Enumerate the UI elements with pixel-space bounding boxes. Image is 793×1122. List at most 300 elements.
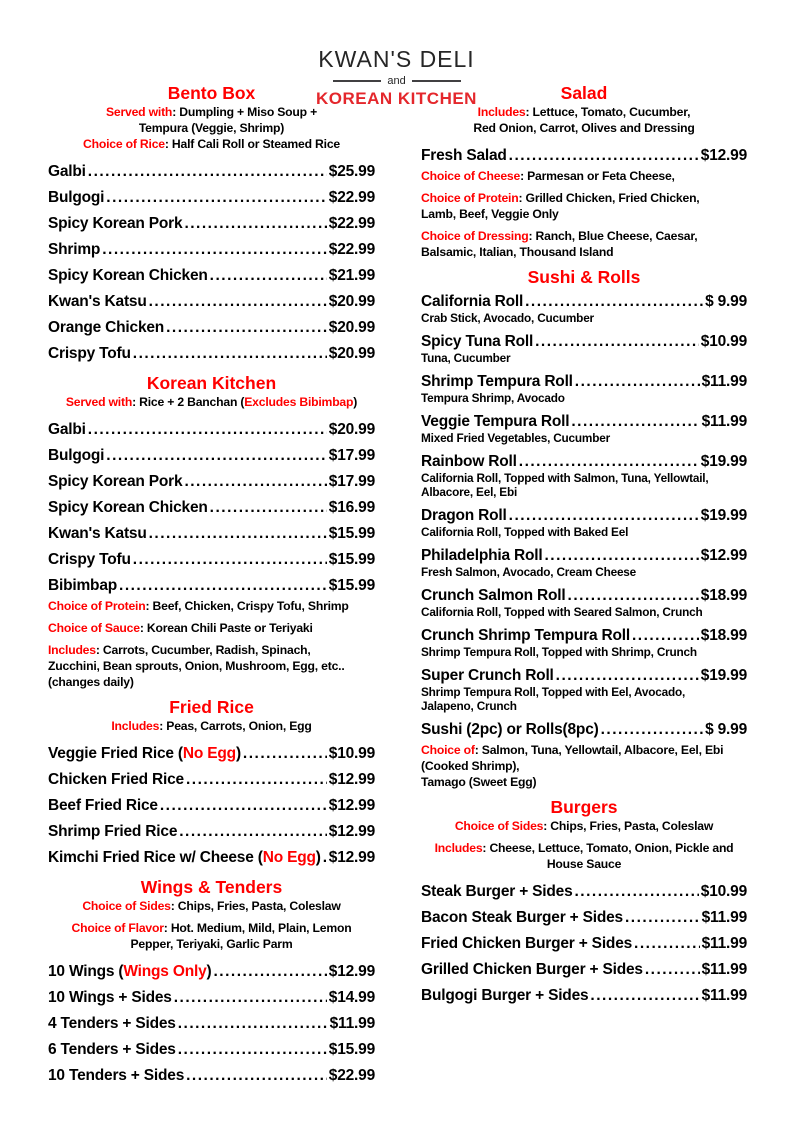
item-name-text: Bulgogi Burger + Sides (421, 986, 589, 1004)
item-name-text: Galbi (48, 420, 86, 438)
item-description (421, 431, 747, 445)
item-name-text: Dragon Roll (421, 506, 507, 524)
note-text: : Hot. Medium, Mild, Plain, Lemon (163, 921, 352, 935)
note-text: : Rice + 2 Banchan ( (132, 395, 245, 409)
item-name (421, 452, 517, 471)
item-price: $14.99 (328, 988, 375, 1006)
item-price: $15.99 (328, 1040, 375, 1058)
item-dots-leader (210, 498, 327, 517)
menu-item-orange-chicken (48, 314, 375, 340)
menu-item-10-wings-wings-only (48, 958, 375, 984)
item-dots-leader (535, 332, 699, 351)
menu-item-bacon-steak-burger-sides (421, 904, 747, 930)
item-dots-leader (88, 162, 327, 181)
menu-item-grilled-chicken-burger-sides (421, 956, 747, 982)
item-price: $20.99 (328, 344, 375, 362)
menu-item-spicy-korean-chicken (48, 494, 375, 520)
item-name (48, 292, 147, 311)
note-highlight: Choice of Protein (48, 599, 146, 613)
note-text: House Sauce (546, 857, 622, 871)
item-name-text: Steak Burger + Sides (421, 882, 573, 900)
item-dots-leader (323, 848, 327, 867)
item-name-text: Rainbow Roll (421, 452, 517, 470)
item-name (421, 372, 573, 391)
item-name (48, 796, 158, 815)
note-highlight: Choice of Sides (82, 899, 171, 913)
item-name (48, 988, 172, 1007)
menu-item-beef-fried-rice (48, 792, 375, 818)
item-name-text: California Roll (421, 292, 524, 310)
note-highlight: Choice of Cheese (421, 169, 521, 183)
note-highlight: Choice of (421, 743, 475, 757)
note-text: Zucchini, Bean sprouts, Onion, Mushroom, Egg, etc.. (48, 659, 345, 673)
menu-item-fried-chicken-burger-sides (421, 930, 747, 956)
item-name-text: 10 Tenders + Sides (48, 1066, 185, 1084)
note-text: : Half Cali Roll or Steamed Rice (164, 137, 340, 151)
section-title: Burgers (550, 797, 618, 817)
item-dots-leader (106, 446, 327, 465)
note-highlight: Served with (105, 105, 173, 119)
item-price: $12.99 (700, 546, 747, 564)
menu-item-kwan-s-katsu (48, 288, 375, 314)
menu-item-crispy-tofu (48, 340, 375, 366)
note-text: Lamb, Beef, Veggie Only (421, 207, 559, 221)
item-description (421, 391, 747, 405)
note-line (48, 920, 375, 936)
item-dots-leader (184, 472, 326, 491)
item-price: $22.99 (328, 1066, 375, 1084)
menu-item-shrimp (48, 236, 375, 262)
note-highlight: Includes (477, 105, 526, 119)
note-text: (Cooked Shrimp), (421, 759, 520, 773)
item-name-text: Kimchi Fried Rice w/ Cheese ( (48, 848, 263, 866)
item-name-text: ) (315, 848, 321, 866)
item-dots-leader (632, 626, 699, 645)
item-name (48, 1066, 184, 1085)
item-price: $11.99 (701, 908, 747, 926)
item-description (421, 471, 747, 499)
menu-item-kwan-s-katsu (48, 520, 375, 546)
item-description-line: California Roll, Topped with Baked Eel (421, 525, 629, 539)
item-name (48, 848, 321, 867)
item-name-text: Shrimp Tempura Roll (421, 372, 573, 390)
item-description-line: Fresh Salmon, Avocado, Cream Cheese (421, 565, 637, 579)
menu-item-bulgogi (48, 442, 375, 468)
note-text: : Lettuce, Tomato, Cucumber, (525, 105, 691, 119)
note-line (48, 674, 375, 690)
note-text: : Beef, Chicken, Crispy Tofu, Shrimp (145, 599, 349, 613)
section-title: Korean Kitchen (146, 373, 277, 393)
item-description-line: California Roll, Topped with Salmon, Tuna, Yellowtail, (421, 471, 709, 485)
item-name (421, 332, 533, 351)
note-text: : Ranch, Blue Cheese, Caesar, (528, 229, 698, 243)
item-name-highlight: No Egg (182, 744, 236, 762)
item-name (48, 550, 131, 569)
item-name (421, 666, 554, 685)
item-dots-leader (119, 576, 327, 595)
section-title: Bento Box (167, 83, 256, 103)
item-name (421, 146, 507, 165)
note-line (421, 104, 747, 120)
section-note (421, 104, 747, 136)
note-text: : Grilled Chicken, Fried Chicken, (518, 191, 700, 205)
note-highlight: Choice of Dressing (421, 229, 529, 243)
item-dots-leader (102, 240, 327, 259)
item-price: $12.99 (700, 146, 747, 164)
note-text: ) (353, 395, 358, 409)
section-title: Fried Rice (169, 697, 254, 717)
item-name (421, 882, 573, 901)
item-name (421, 292, 523, 311)
section-fried-rice (48, 696, 375, 870)
item-dots-leader (178, 1040, 327, 1059)
item-dots-leader (186, 770, 327, 789)
item-name (48, 188, 104, 207)
note-text: : Peas, Carrots, Onion, Egg (159, 719, 312, 733)
item-price: $19.99 (700, 666, 747, 684)
note-line (48, 642, 375, 658)
item-description-line: Shrimp Tempura Roll, Topped with Eel, Avocado, (421, 685, 686, 699)
menu-item-kimchi-fried-rice-w-cheese-no-egg (48, 844, 375, 870)
item-dots-leader (133, 344, 327, 363)
item-dots-leader (179, 822, 327, 841)
item-name-text: Shrimp Fried Rice (48, 822, 178, 840)
item-dots-leader (509, 506, 699, 525)
note-text: : Chips, Fries, Pasta, Coleslaw (170, 899, 341, 913)
item-price: $12.99 (328, 822, 375, 840)
note-line (421, 840, 747, 856)
item-name (48, 240, 100, 259)
note-line (48, 936, 375, 952)
note-line (48, 598, 375, 614)
item-name-text: Fried Chicken Burger + Sides (421, 934, 633, 952)
item-price: $19.99 (700, 452, 747, 470)
item-description-line: Mixed Fried Vegetables, Cucumber (421, 431, 610, 445)
item-description-line: Tempura Shrimp, Avocado (421, 391, 565, 405)
item-dots-leader (149, 524, 327, 543)
note-text: : Korean Chili Paste or Teriyaki (139, 621, 313, 635)
item-dots-leader (519, 452, 699, 471)
item-dots-leader (625, 908, 700, 927)
item-price: $20.99 (328, 420, 375, 438)
item-dots-leader (525, 292, 703, 311)
item-price: $17.99 (328, 472, 375, 490)
item-name-highlight: Wings Only (123, 962, 207, 980)
item-price: $10.99 (328, 744, 375, 762)
item-name-text: Orange Chicken (48, 318, 165, 336)
item-dots-leader (178, 1014, 328, 1033)
section-note (48, 718, 375, 734)
item-price: $11.99 (701, 960, 747, 978)
item-price: $22.99 (328, 188, 375, 206)
item-name (48, 822, 177, 841)
item-name (48, 498, 208, 517)
item-dots-leader (160, 796, 327, 815)
item-dots-leader (213, 962, 326, 981)
item-price: $10.99 (700, 882, 747, 900)
item-name-text: 6 Tenders + Sides (48, 1040, 176, 1058)
section-note (48, 104, 375, 152)
section-title: Wings & Tenders (140, 877, 283, 897)
item-name-text: Crispy Tofu (48, 550, 131, 568)
item-description-line: Jalapeno, Crunch (421, 699, 517, 713)
item-dots-leader (575, 882, 699, 901)
note-line (48, 104, 375, 120)
note-line (421, 168, 747, 184)
item-price: $12.99 (328, 848, 375, 866)
item-name-text: Super Crunch Roll (421, 666, 554, 684)
note-line (48, 620, 375, 636)
item-dots-leader (544, 546, 698, 565)
item-price: $11.99 (701, 934, 747, 952)
item-description (421, 565, 747, 579)
item-name (48, 214, 182, 233)
note-highlight: Choice of Sides (454, 819, 544, 833)
section-burgers (421, 796, 747, 1008)
note-line (421, 856, 747, 872)
note-text: Balsamic, Italian, Thousand Island (421, 245, 614, 259)
menu-item-fresh-salad (421, 142, 747, 168)
item-dots-leader (601, 720, 704, 739)
note-line (421, 244, 747, 260)
section-note (48, 394, 375, 410)
section-sushi-rolls (421, 266, 747, 790)
note-line (48, 394, 375, 410)
section-bento-box (48, 82, 375, 366)
item-price: $11.99 (701, 412, 747, 430)
note-line (421, 758, 747, 774)
menu-item-10-wings-sides (48, 984, 375, 1010)
item-name-text: Crunch Shrimp Tempura Roll (421, 626, 630, 644)
item-name-text: Beef Fried Rice (48, 796, 158, 814)
item-name (421, 412, 569, 431)
section-note (48, 642, 375, 690)
menu-left-column (48, 82, 375, 1094)
menu-item-spicy-korean-pork (48, 468, 375, 494)
note-text: Pepper, Teriyaki, Garlic Parm (130, 937, 293, 951)
item-dots-leader (186, 1066, 327, 1085)
note-line (421, 742, 747, 758)
logo-subtitle: KOREAN KITCHEN (316, 89, 477, 108)
section-note (421, 228, 747, 260)
note-text: : Chips, Fries, Pasta, Coleslaw (543, 819, 714, 833)
note-text: : Carrots, Cucumber, Radish, Spinach, (95, 643, 311, 657)
menu-item-steak-burger-sides (421, 878, 747, 904)
note-text: : Cheese, Lettuce, Tomato, Onion, Pickle and (482, 841, 734, 855)
item-price: $22.99 (328, 240, 375, 258)
note-text: Tamago (Sweet Egg) (421, 775, 537, 789)
item-name-text: 4 Tenders + Sides (48, 1014, 176, 1032)
item-name-text: Spicy Korean Chicken (48, 266, 208, 284)
item-price: $18.99 (700, 626, 747, 644)
note-line (421, 818, 747, 834)
item-name (48, 1040, 176, 1059)
item-name-text: Crunch Salmon Roll (421, 586, 566, 604)
section-note (48, 920, 375, 952)
item-price: $25.99 (328, 162, 375, 180)
item-description-line: California Roll, Topped with Seared Salmon, Crunch (421, 605, 703, 619)
item-description-line: Shrimp Tempura Roll, Topped with Shrimp, Crunch (421, 645, 697, 659)
item-name-text: Veggie Tempura Roll (421, 412, 570, 430)
item-price: $20.99 (328, 318, 375, 336)
note-line (421, 228, 747, 244)
section-note (421, 168, 747, 184)
item-dots-leader (509, 146, 699, 165)
item-description (421, 311, 747, 325)
item-price: $18.99 (700, 586, 747, 604)
item-name (48, 524, 147, 543)
item-price: $11.99 (701, 372, 747, 390)
item-description (421, 351, 747, 365)
item-name-text: Chicken Fried Rice (48, 770, 184, 788)
menu-item-chicken-fried-rice (48, 766, 375, 792)
item-name (48, 162, 86, 181)
item-name-text: Bulgogi (48, 188, 105, 206)
item-name-text: Crispy Tofu (48, 344, 131, 362)
menu-item-bulgogi-burger-sides (421, 982, 747, 1008)
menu-item-sushi-2pc-or-rolls-8pc (421, 716, 747, 742)
item-name-text: Kwan's Katsu (48, 292, 147, 310)
section-note (421, 818, 747, 834)
item-name-text: Spicy Korean Pork (48, 472, 183, 490)
note-line (421, 774, 747, 790)
note-highlight: Includes (111, 719, 160, 733)
note-line (48, 718, 375, 734)
item-name-text: Spicy Tuna Roll (421, 332, 534, 350)
item-name-text: ) (206, 962, 212, 980)
item-description (421, 645, 747, 659)
section-salad (421, 82, 747, 260)
section-note (48, 898, 375, 914)
section-title: Sushi & Rolls (527, 267, 641, 287)
menu-item-crispy-tofu (48, 546, 375, 572)
note-highlight: Excludes Bibimbap (244, 395, 354, 409)
item-name (48, 446, 104, 465)
item-dots-leader (166, 318, 327, 337)
item-dots-leader (568, 586, 699, 605)
menu-item-bulgogi (48, 184, 375, 210)
item-description (421, 525, 747, 539)
item-name (48, 266, 208, 285)
note-text: (changes daily) (48, 675, 134, 689)
menu-item-4-tenders-sides (48, 1010, 375, 1036)
item-name (421, 908, 623, 927)
item-price: $21.99 (328, 266, 375, 284)
item-name (48, 770, 184, 789)
item-name-text: Sushi (2pc) or Rolls(8pc) (421, 720, 599, 738)
item-name (48, 962, 211, 981)
item-dots-leader (184, 214, 326, 233)
menu-item-veggie-fried-rice-no-egg (48, 740, 375, 766)
note-highlight: Choice of Rice (83, 137, 165, 151)
item-dots-leader (174, 988, 327, 1007)
item-name (48, 744, 241, 763)
item-description-line: Albacore, Eel, Ebi (421, 485, 518, 499)
note-text: : Parmesan or Feta Cheese, (520, 169, 675, 183)
item-name-text: 10 Wings ( (48, 962, 124, 980)
menu-item-6-tenders-sides (48, 1036, 375, 1062)
item-price: $ 9.99 (705, 292, 747, 310)
note-highlight: Includes (434, 841, 483, 855)
note-text: : Salmon, Tuna, Yellowtail, Albacore, Eel, Ebi (474, 743, 724, 757)
item-name (48, 420, 86, 439)
item-name-text: Fresh Salad (421, 146, 507, 164)
section-korean-kitchen (48, 372, 375, 690)
menu-item-bibimbap (48, 572, 375, 598)
item-price: $12.99 (328, 962, 375, 980)
item-name (421, 960, 643, 979)
item-name-text: ) (235, 744, 241, 762)
item-description-line: Tuna, Cucumber (421, 351, 511, 365)
item-description (421, 605, 747, 619)
item-name-text: Spicy Korean Chicken (48, 498, 208, 516)
item-price: $10.99 (700, 332, 747, 350)
item-dots-leader (106, 188, 327, 207)
logo-restaurant-name: KWAN'S DELI (318, 46, 475, 72)
item-name (48, 1014, 176, 1033)
item-name-text: Veggie Fried Rice ( (48, 744, 183, 762)
note-text: Tempura (Veggie, Shrimp) (138, 121, 285, 135)
menu-item-galbi (48, 416, 375, 442)
item-name-text: Shrimp (48, 240, 101, 258)
item-price: $16.99 (328, 498, 375, 516)
item-dots-leader (645, 960, 700, 979)
section-note (48, 620, 375, 636)
item-dots-leader (149, 292, 327, 311)
note-line (421, 120, 747, 136)
item-dots-leader (243, 744, 327, 763)
note-line (48, 136, 375, 152)
note-highlight: Includes (48, 643, 96, 657)
item-price: $22.99 (328, 214, 375, 232)
item-name (421, 720, 599, 739)
menu-item-10-tenders-sides (48, 1062, 375, 1088)
section-wings-tenders (48, 876, 375, 1088)
note-highlight: Choice of Sauce (48, 621, 140, 635)
item-name-highlight: No Egg (262, 848, 316, 866)
item-price: $15.99 (328, 576, 375, 594)
logo-and-text: and (387, 75, 406, 87)
item-dots-leader (88, 420, 327, 439)
item-dots-leader (634, 934, 700, 953)
item-name (48, 344, 131, 363)
note-text: : Dumpling + Miso Soup + (172, 105, 318, 119)
section-note (421, 190, 747, 222)
item-name-text: Bacon Steak Burger + Sides (421, 908, 623, 926)
item-price: $19.99 (700, 506, 747, 524)
item-name-text: Galbi (48, 162, 86, 180)
item-name-text: Kwan's Katsu (48, 524, 147, 542)
note-highlight: Choice of Flavor (71, 921, 164, 935)
item-name (421, 986, 588, 1005)
item-price: $12.99 (328, 796, 375, 814)
menu-item-shrimp-fried-rice (48, 818, 375, 844)
note-line (421, 190, 747, 206)
item-dots-leader (210, 266, 327, 285)
note-line (48, 898, 375, 914)
item-name (421, 586, 566, 605)
item-price: $15.99 (328, 524, 375, 542)
note-text: Red Onion, Carrot, Olives and Dressing (473, 121, 695, 135)
item-price: $20.99 (328, 292, 375, 310)
item-name (421, 934, 632, 953)
note-line (48, 658, 375, 674)
item-price: $11.99 (701, 986, 747, 1004)
item-name (421, 626, 630, 645)
note-line (421, 206, 747, 222)
item-price: $12.99 (328, 770, 375, 788)
item-price: $ 9.99 (705, 720, 747, 738)
